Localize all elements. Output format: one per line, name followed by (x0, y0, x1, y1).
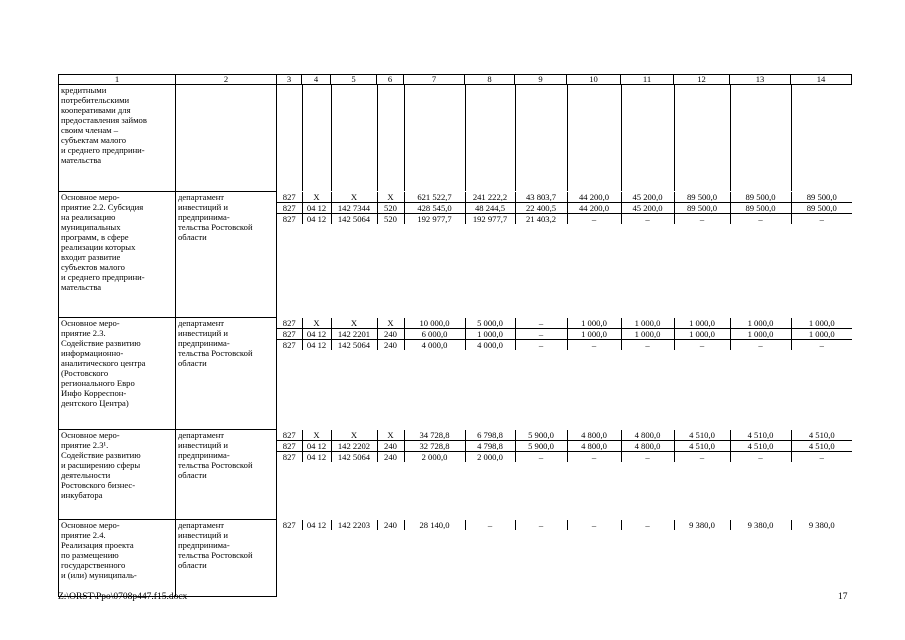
executor-line: предпринима- (178, 338, 230, 348)
measure-name-line: Основное меро- (61, 318, 120, 328)
budget-value: – (567, 339, 621, 350)
budget-value (277, 85, 302, 191)
executor-line: предпринима- (178, 212, 230, 222)
budget-line (277, 85, 852, 191)
table-row (59, 192, 852, 318)
budget-value: 4 510,0 (791, 440, 852, 451)
budget-value: 520 (377, 213, 404, 224)
measure-name-line: программ, в сфере (61, 232, 129, 242)
budget-value: 142 2203 (331, 520, 377, 530)
budget-value: 1 000,0 (674, 318, 730, 329)
column-number-7: 7 (404, 75, 465, 85)
budget-subtable (277, 520, 852, 530)
executor-line: области (178, 560, 207, 570)
budget-value (515, 85, 567, 191)
budget-value: – (791, 339, 852, 350)
budget-value: 21 403,2 (515, 213, 567, 224)
budget-value (302, 85, 331, 191)
budget-value: 827 (282, 213, 296, 224)
measure-name-line: приятие 2.3. (61, 328, 106, 338)
budget-value: 1 000,0 (465, 328, 515, 339)
measure-name-line: реализации которых (61, 242, 136, 252)
column-number-8: 8 (465, 75, 515, 85)
measure-name-line: Основное меро- (61, 520, 120, 530)
budget-subtable (277, 192, 852, 224)
measure-name-line: Инфо Корреспон- (61, 388, 127, 398)
budget-value: 240 (377, 328, 404, 339)
measure-name-line: мательства (61, 155, 102, 165)
budget-value: 827 (282, 339, 296, 350)
executor-line: инвестиций и (178, 440, 228, 450)
budget-value: – (465, 520, 515, 530)
budget-value: 5 900,0 (515, 430, 567, 441)
budget-value (465, 85, 515, 191)
measure-name-line: Ростовского бизнес- (61, 480, 136, 490)
table-row (59, 430, 852, 520)
budget-value: 89 500,0 (730, 202, 791, 213)
budget-line (277, 192, 852, 203)
measure-name-line: приятие 2.4. (61, 530, 106, 540)
executor-line: инвестиций и (178, 530, 228, 540)
budget-value: – (674, 339, 730, 350)
executor-line: инвестиций и (178, 328, 228, 338)
budget-values-cell (277, 192, 852, 318)
budget-line (277, 451, 852, 462)
measure-name-line: государственного (61, 560, 126, 570)
budget-value (377, 85, 404, 191)
executor-line: области (178, 232, 207, 242)
budget-value (404, 85, 465, 191)
measure-name-line: приятие 2.2. Субсидия (61, 202, 144, 212)
budget-value: – (621, 339, 674, 350)
budget-value: – (730, 339, 791, 350)
budget-value: 4 800,0 (567, 430, 621, 441)
header-row (59, 75, 852, 85)
budget-value: 89 500,0 (674, 192, 730, 203)
budget-value: 89 500,0 (791, 202, 852, 213)
measure-name-line: Содействие развитию (61, 450, 141, 460)
budget-value: 142 5064 (331, 213, 377, 224)
executor-cell (176, 520, 277, 597)
budget-value: 4 798,8 (465, 440, 515, 451)
budget-value: 6 000,0 (404, 328, 465, 339)
budget-value: 240 (377, 451, 404, 462)
budget-value: 827 (282, 519, 296, 530)
measure-name-cell (59, 85, 176, 192)
measure-name-line: и расширению сферы (61, 460, 141, 470)
budget-value: Х (302, 192, 331, 203)
column-number-11: 11 (621, 75, 674, 85)
budget-value: 1 000,0 (621, 328, 674, 339)
budget-value: 1 000,0 (730, 318, 791, 329)
measure-name-line: своим членам – (61, 125, 119, 135)
budget-value: 4 800,0 (567, 440, 621, 451)
budget-value: – (515, 318, 567, 329)
budget-value (674, 85, 730, 191)
measure-name-line: (Ростовского (61, 368, 109, 378)
budget-value: – (567, 451, 621, 462)
budget-value: – (674, 451, 730, 462)
budget-value: 04 12 (302, 520, 331, 530)
budget-value: Х (331, 318, 377, 329)
budget-value: 827 (277, 430, 302, 441)
budget-value: 827 (277, 440, 302, 451)
budget-value: 1 000,0 (567, 318, 621, 329)
measure-name-line: кооперативами для (61, 105, 131, 115)
budget-value: 44 200,0 (567, 192, 621, 203)
budget-value: 2 000,0 (404, 451, 465, 462)
budget-value: 9 380,0 (730, 520, 791, 530)
measure-name-line: Основное меро- (61, 430, 120, 440)
budget-value: 142 7344 (331, 202, 377, 213)
measure-name-line: приятие 2.3¹. (61, 440, 109, 450)
budget-line (277, 440, 852, 451)
budget-value: 10 000,0 (404, 318, 465, 329)
budget-value: Х (377, 318, 404, 329)
budget-value: Х (302, 318, 331, 329)
budget-value: 192 977,7 (404, 213, 465, 224)
budget-value (567, 85, 621, 191)
budget-value: – (567, 520, 621, 530)
budget-value: 5 000,0 (465, 318, 515, 329)
budget-value: 240 (377, 440, 404, 451)
budget-values-cell (277, 318, 852, 430)
budget-value: 520 (377, 202, 404, 213)
budget-subtable (277, 430, 852, 462)
measure-name-line: Основное меро- (61, 192, 120, 202)
budget-value: – (791, 213, 852, 224)
budget-value: 4 510,0 (730, 430, 791, 441)
budget-value: – (621, 213, 674, 224)
executor-line: департамент (178, 318, 225, 328)
budget-value: 4 510,0 (791, 430, 852, 441)
budget-line (277, 430, 852, 441)
column-number-6: 6 (377, 75, 404, 85)
budget-value: 45 200,0 (621, 192, 674, 203)
budget-value: – (515, 451, 567, 462)
column-number-4: 4 (302, 75, 331, 85)
measure-name-line: на реализацию (61, 212, 116, 222)
budget-value: 4 000,0 (465, 339, 515, 350)
measure-name-line: и среднего предприни- (61, 145, 145, 155)
executor-line: предпринима- (178, 540, 230, 550)
budget-value: 04 12 (302, 213, 331, 224)
executor-line: инвестиций и (178, 202, 228, 212)
budget-value: – (791, 451, 852, 462)
budget-value: 9 380,0 (674, 520, 730, 530)
budget-value: 621 522,7 (404, 192, 465, 203)
budget-value: 04 12 (302, 440, 331, 451)
budget-subtable (277, 318, 852, 350)
budget-value: 4 800,0 (621, 440, 674, 451)
budget-value: 827 (277, 318, 302, 329)
column-number-10: 10 (567, 75, 621, 85)
budget-values-cell (277, 520, 852, 597)
budget-value: – (515, 328, 567, 339)
measure-name-line: предоставления займов (61, 115, 147, 125)
measure-name-line: кредитными (61, 85, 107, 95)
budget-value: 04 12 (302, 339, 331, 350)
budget-value: Х (331, 430, 377, 441)
budget-value: – (621, 451, 674, 462)
budget-value: 43 803,7 (515, 192, 567, 203)
budget-value (331, 85, 377, 191)
executor-line: тельства Ростовской (178, 460, 253, 470)
measure-name-cell (59, 430, 176, 520)
measure-name-line: Реализация проекта (61, 540, 134, 550)
page-number: 17 (838, 592, 848, 602)
budget-value: 89 500,0 (730, 192, 791, 203)
budget-value: – (567, 213, 621, 224)
executor-cell (176, 85, 277, 192)
budget-value: 240 (377, 339, 404, 350)
budget-value: 4 510,0 (674, 440, 730, 451)
budget-value: Х (302, 430, 331, 441)
budget-value: – (515, 339, 567, 350)
budget-value: 28 140,0 (404, 520, 465, 530)
table-row (59, 520, 852, 597)
budget-value: 4 510,0 (674, 430, 730, 441)
budget-line (277, 213, 852, 224)
budget-value: 22 400,5 (515, 202, 567, 213)
budget-value: 4 510,0 (730, 440, 791, 451)
budget-value: Х (331, 192, 377, 203)
budget-value: 6 798,8 (465, 430, 515, 441)
executor-cell (176, 430, 277, 520)
executor-line: предпринима- (178, 450, 230, 460)
measure-name-line: муниципальных (61, 222, 121, 232)
measure-name-line: аналитического центра (61, 358, 146, 368)
budget-value: 32 728,8 (404, 440, 465, 451)
budget-value: 240 (377, 520, 404, 530)
budget-value: 142 2201 (331, 328, 377, 339)
budget-value: 2 000,0 (465, 451, 515, 462)
measure-name-line: субъектов малого (61, 262, 125, 272)
measure-name-line: входит развитие (61, 252, 121, 262)
executor-line: тельства Ростовской (178, 222, 253, 232)
executor-line: департамент (178, 192, 225, 202)
budget-value: 142 5064 (331, 451, 377, 462)
measure-name-line: информационно- (61, 348, 124, 358)
measure-name-line: Содействие развитию (61, 338, 141, 348)
budget-value: 827 (277, 328, 302, 339)
budget-value: 827 (277, 202, 302, 213)
column-number-14: 14 (791, 75, 852, 85)
budget-value: 04 12 (302, 328, 331, 339)
budget-value: 5 900,0 (515, 440, 567, 451)
budget-value: 1 000,0 (621, 318, 674, 329)
budget-values-cell (277, 430, 852, 520)
budget-value: 827 (282, 451, 296, 462)
budget-value: 45 200,0 (621, 202, 674, 213)
budget-value: 89 500,0 (791, 192, 852, 203)
budget-value: 1 000,0 (567, 328, 621, 339)
budget-value: – (730, 213, 791, 224)
measure-name-cell (59, 520, 176, 597)
measure-name-line: мательства (61, 282, 102, 292)
budget-value: 9 380,0 (791, 520, 852, 530)
column-number-5: 5 (331, 75, 377, 85)
measure-name-line: и (или) муниципаль- (61, 570, 137, 580)
measure-name-line: по размещению (61, 550, 119, 560)
budget-value: 1 000,0 (791, 328, 852, 339)
column-number-1: 1 (59, 75, 176, 85)
budget-value (730, 85, 791, 191)
budget-value: 428 545,0 (404, 202, 465, 213)
budget-value: 1 000,0 (791, 318, 852, 329)
measure-name-cell (59, 318, 176, 430)
measure-name-line: потребительскими (61, 95, 130, 105)
column-number-13: 13 (730, 75, 791, 85)
executor-line: области (178, 470, 207, 480)
measure-name-line: регионального Евро (61, 378, 135, 388)
table-row (59, 318, 852, 430)
table-row (59, 85, 852, 192)
measure-name-line: деятельности (61, 470, 111, 480)
executor-line: тельства Ростовской (178, 348, 253, 358)
column-number-9: 9 (515, 75, 567, 85)
budget-value: 44 200,0 (567, 202, 621, 213)
budget-value: Х (377, 192, 404, 203)
budget-line (277, 328, 852, 339)
budget-value: 142 2202 (331, 440, 377, 451)
budget-value: 192 977,7 (465, 213, 515, 224)
budget-value (621, 85, 674, 191)
measure-name-cell (59, 192, 176, 318)
budget-line (277, 202, 852, 213)
executor-cell (176, 318, 277, 430)
budget-value: – (674, 213, 730, 224)
budget-line (277, 520, 852, 530)
measure-name-line: субъектам малого (61, 135, 127, 145)
budget-value: 48 244,5 (465, 202, 515, 213)
column-number-3: 3 (277, 75, 302, 85)
budget-value: 04 12 (302, 202, 331, 213)
budget-value: 4 000,0 (404, 339, 465, 350)
budget-value: – (730, 451, 791, 462)
executor-line: департамент (178, 520, 225, 530)
measure-name-line: и среднего предприни- (61, 272, 145, 282)
measure-name-line: инкубатора (61, 490, 103, 500)
executor-cell (176, 192, 277, 318)
budget-value: Х (377, 430, 404, 441)
budget-value: 1 000,0 (730, 328, 791, 339)
budget-table (58, 74, 852, 597)
budget-value: 34 728,8 (404, 430, 465, 441)
budget-value: 4 800,0 (621, 430, 674, 441)
budget-value: 89 500,0 (674, 202, 730, 213)
budget-values-cell (277, 85, 852, 192)
document-path: Z:\ORST\Ppo\0708p447.f15.docx (58, 592, 188, 602)
budget-value: 142 5064 (331, 339, 377, 350)
budget-line (277, 318, 852, 329)
column-number-2: 2 (176, 75, 277, 85)
budget-value (791, 85, 852, 191)
column-number-12: 12 (674, 75, 730, 85)
executor-line: департамент (178, 430, 225, 440)
budget-subtable (277, 85, 852, 191)
measure-name-line: дентского Центра) (61, 398, 129, 408)
budget-value: 1 000,0 (674, 328, 730, 339)
budget-line (277, 339, 852, 350)
budget-value: 827 (277, 192, 302, 203)
executor-line: области (178, 358, 207, 368)
budget-value: – (621, 520, 674, 530)
budget-value: 241 222,2 (465, 192, 515, 203)
budget-value: 04 12 (302, 451, 331, 462)
budget-value: – (515, 520, 567, 530)
executor-line: тельства Ростовской (178, 550, 253, 560)
